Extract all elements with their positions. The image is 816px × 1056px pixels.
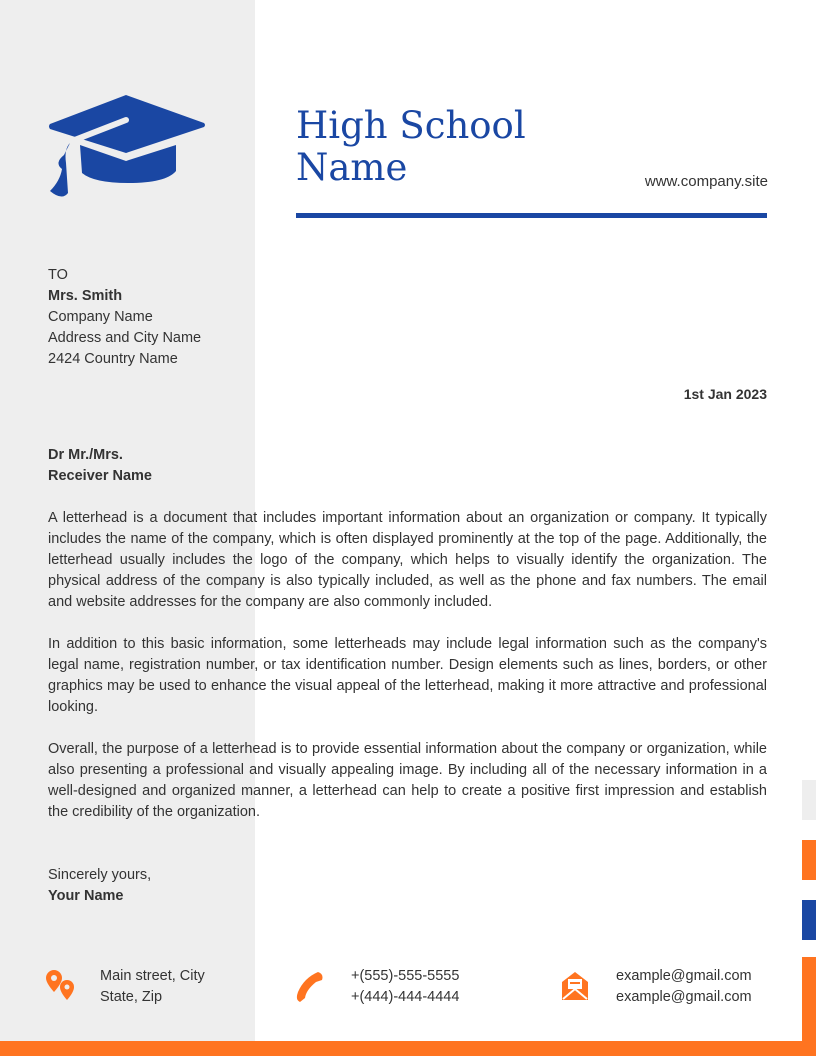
page-title: High School Name (296, 104, 526, 189)
paragraph: In addition to this basic information, some letterheads may include legal information such as the company's legal name, registration number, or tax identification number. Design elements such as lines, borders, or other graphics may be used to enhance the visual appeal of the letterhead, making it more attractive and professional looking. (48, 636, 767, 715)
email-link[interactable]: example@gmail.com (616, 989, 752, 1005)
paragraph: Overall, the purpose of a letterhead is to provide essential information about the company or organization, while also presenting a professional and visually appealing image. By including all of the necessary information in a well-designed and organized manner, a letterhead can help to create a positive first impression and establish the credibility of the organization. (48, 741, 767, 820)
letter-body (48, 508, 767, 844)
recipient-country: 2424 Country Name (48, 351, 178, 367)
salutation (48, 445, 152, 487)
phone-number: +(444)-444-4444 (351, 989, 460, 1005)
closing-line: Sincerely yours, (48, 867, 152, 883)
closing (48, 865, 151, 907)
signer-name: Your Name (48, 888, 124, 904)
accent-bar-gray (802, 780, 816, 820)
footer-address (100, 966, 205, 1008)
salutation-line1: Dr Mr./Mrs. (48, 447, 123, 463)
graduation-cap-icon (46, 93, 206, 203)
accent-bar-orange (802, 840, 816, 880)
recipient-block (48, 265, 201, 370)
phone-number: +(555)-555-5555 (351, 968, 460, 984)
phone-icon (296, 970, 326, 1004)
accent-bar-blue (802, 900, 816, 940)
footer-emails (616, 966, 752, 1008)
letter-date: 1st Jan 2023 (683, 386, 767, 402)
paragraph: A letterhead is a document that includes important information about an organization or company. It typically includes the name of the company, which is often displayed prominently at the top of the page. Additionally, the letterhead usually includes the logo of the company, which helps to visually identify the organization. The physical address of the company is also typically included, as well as the phone and fax numbers. The email and website addresses for the company are also commonly included. (48, 510, 767, 610)
address-line: State, Zip (100, 989, 163, 1005)
website: www.company.site (644, 173, 768, 190)
location-pin-icon (46, 970, 76, 1004)
envelope-icon (560, 970, 590, 1004)
salutation-line2: Receiver Name (48, 468, 152, 484)
address-line: Main street, City (100, 968, 205, 984)
header-rule (296, 213, 767, 218)
recipient-company: Company Name (48, 309, 153, 325)
to-label: TO (48, 267, 68, 283)
footer-phones (351, 966, 459, 1008)
recipient-name: Mrs. Smith (48, 288, 123, 304)
recipient-address: Address and City Name (48, 330, 202, 346)
email-link[interactable]: example@gmail.com (616, 968, 752, 984)
bottom-bar (0, 1041, 816, 1056)
